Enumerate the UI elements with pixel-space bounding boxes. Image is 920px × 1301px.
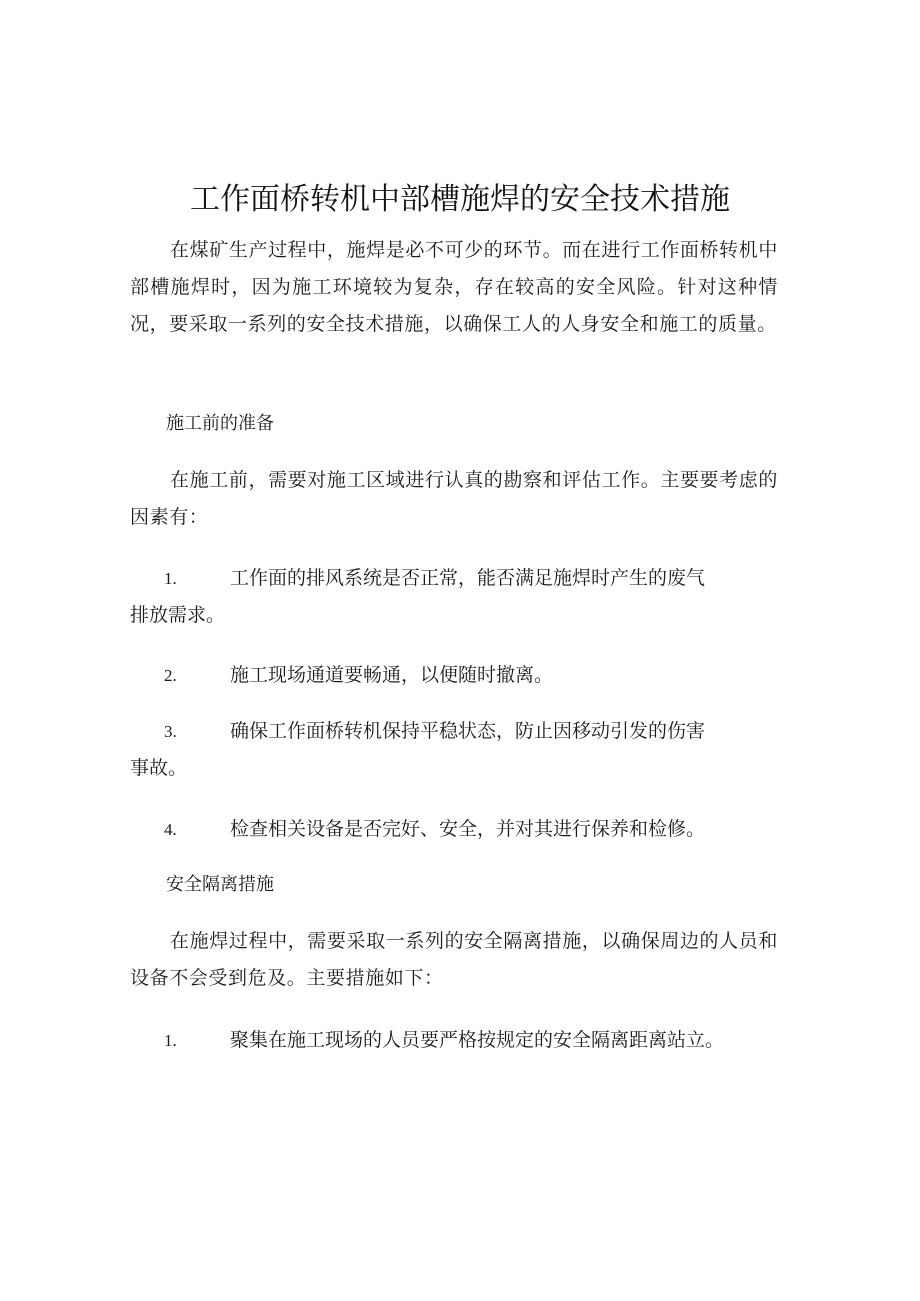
list-item-text: 检查相关设备是否完好、安全，并对其进行保养和检修。	[230, 818, 706, 840]
list-item-number: 3.	[164, 722, 177, 741]
list-item-text-continued: 事故。	[130, 757, 188, 779]
list-item-text: 聚集在施工现场的人员要严格按规定的安全隔离距离站立。	[230, 1029, 725, 1051]
document-title: 工作面桥转机中部槽施焊的安全技术措施	[190, 182, 730, 217]
list-item-text-continued: 排放需求。	[130, 604, 226, 626]
list-item-number: 1.	[164, 1031, 177, 1050]
list-item-number: 4.	[164, 820, 177, 839]
section-heading-isolation: 安全隔离措施	[166, 874, 274, 895]
preparation-paragraph: 在施工前，需要对施工区域进行认真的勘察和评估工作。主要要考虑的因素有：	[130, 469, 778, 528]
list-item-text: 工作面的排风系统是否正常，能否满足施焊时产生的废气	[230, 567, 706, 589]
list-item	[130, 657, 778, 694]
isolation-paragraph: 在施焊过程中，需要采取一系列的安全隔离措施，以确保周边的人员和设备不会受到危及。主要措施如下：	[130, 930, 778, 989]
list-item-number: 2.	[164, 666, 177, 685]
list-item	[130, 811, 778, 848]
list-item-number: 1.	[164, 569, 177, 588]
list-item	[130, 1022, 778, 1059]
section-heading-preparation: 施工前的准备	[166, 413, 274, 434]
list-item-text: 确保工作面桥转机保持平稳状态，防止因移动引发的伤害	[230, 720, 706, 742]
list-item	[130, 560, 778, 634]
list-item-text: 施工现场通道要畅通，以便随时撤离。	[230, 664, 554, 686]
list-item	[130, 713, 778, 787]
intro-paragraph: 在煤矿生产过程中，施焊是必不可少的环节。而在进行工作面桥转机中部槽施焊时，因为施工环境较为复杂，存在较高的安全风险。针对这种情况，要采取一系列的安全技术措施，以确保工人的人身安全和施工的质量。	[130, 239, 778, 335]
